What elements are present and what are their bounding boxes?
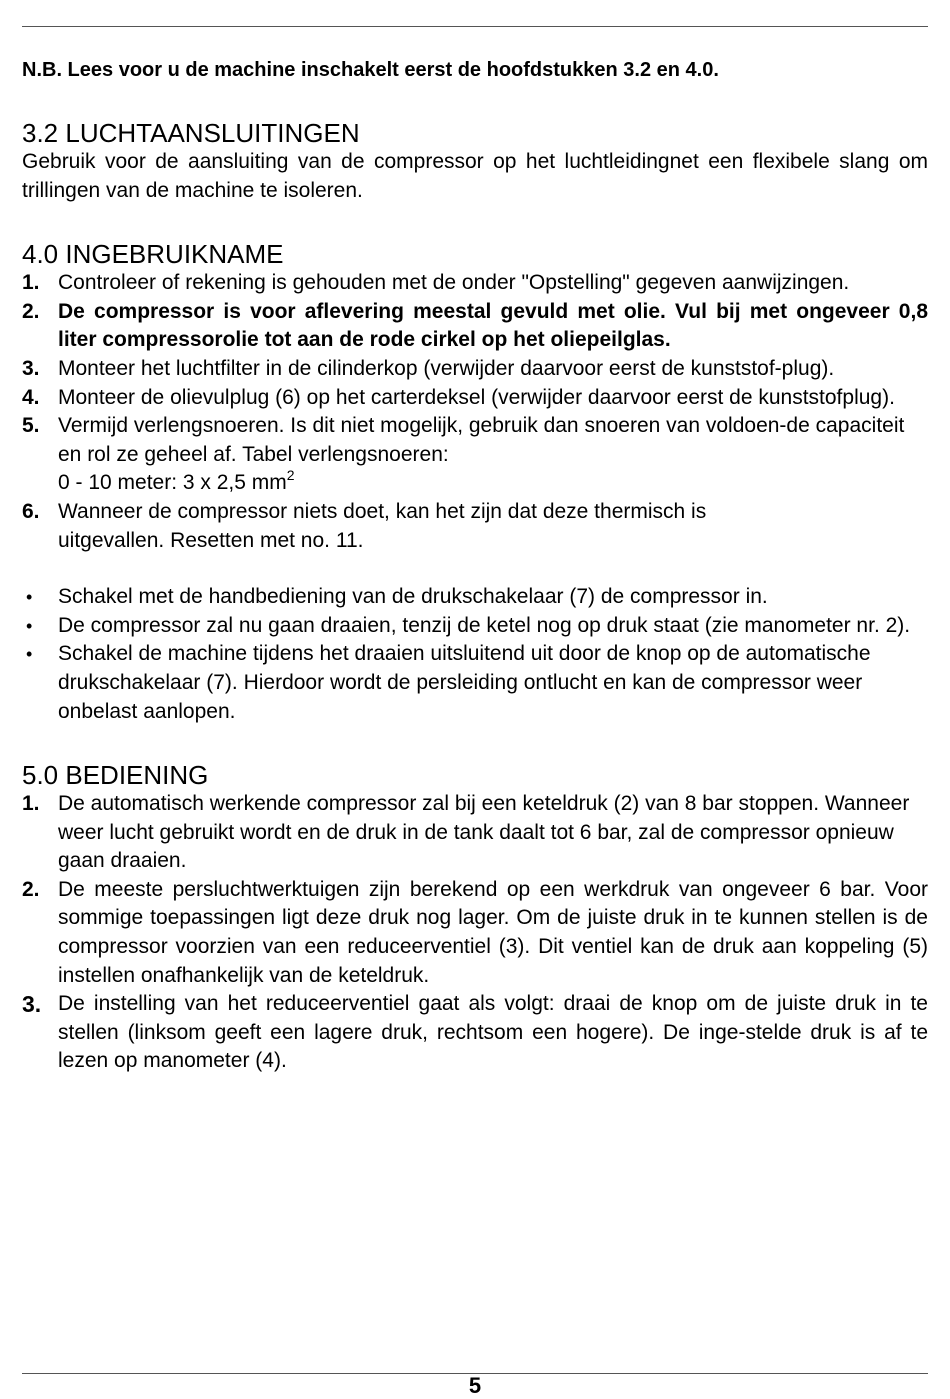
section-4-0 [22, 239, 928, 726]
item-text: De compressor zal nu gaan draaien, tenzij de ketel nog op druk staat (zie manometer nr. 2). [58, 613, 911, 637]
item-number: 1. [22, 792, 40, 816]
item-number: 6. [22, 499, 40, 523]
note: N.B. Lees voor u de machine inschakelt eerst de hoofdstukken 3.2 en 4.0. [22, 59, 719, 81]
item-number: 3. [22, 356, 40, 380]
list-item [22, 876, 928, 990]
spacer [22, 555, 928, 583]
top-rule [22, 26, 928, 27]
cable-spec: 0 - 10 meter: 3 x 2,5 mm [58, 471, 287, 495]
item-text: Monteer de olievulplug (6) op het carterdeksel (verwijder daarvoor eerst de kunststofplug). [58, 385, 895, 409]
item-text: Controleer of rekening is gehouden met de onder "Opstelling" gegeven aanwijzingen. [58, 271, 850, 295]
bullet-item [22, 640, 928, 726]
list-item [22, 498, 928, 555]
list-item [22, 298, 928, 355]
list-item [22, 990, 928, 1076]
section-3-2 [22, 118, 928, 205]
section-title: 4.0 INGEBRUIKNAME [22, 239, 284, 270]
item-text: De instelling van het reduceerventiel gaat als volgt: draai de knop om de juiste druk in te stellen (linksom geeft een lagere druk, rechtsom een hogere). De inge-stelde druk is af te lezen op manometer (4). [58, 992, 928, 1073]
page-content [22, 56, 928, 1076]
section-title: 5.0 BEDIENING [22, 760, 209, 791]
item-number: 5. [22, 414, 40, 438]
item-number: 1. [22, 271, 40, 295]
item-text: Wanneer de compressor niets doet, kan het zijn dat deze thermisch is uitgevallen. Resetten met no. 11. [58, 499, 707, 552]
bullet-icon: • [26, 615, 33, 636]
item-text: Schakel met de handbediening van de drukschakelaar (7) de compressor in. [58, 585, 768, 609]
list-item [22, 384, 928, 413]
list-item [22, 412, 928, 498]
section-5-0 [22, 760, 928, 1076]
item-text: De meeste persluchtwerktuigen zijn berekend op een werkdruk van ongeveer 6 bar. Voor sommige toepassingen ligt deze druk nog lager. Om de juiste druk in te kunnen stellen is de compressor voorzien van een reduceerventiel (3). Dit ventiel kan de druk aan koppeling (5) instellen onafhankelijk van de keteldruk. [58, 877, 928, 987]
list-item [22, 790, 928, 876]
bullet-icon: • [26, 587, 33, 608]
list-item [22, 355, 928, 384]
item-text: Schakel de machine tijdens het draaien uitsluitend uit door de knop op de automatische drukschakelaar (7). Hierdoor wordt de persleiding ontlucht en kan de compressor weer onbelast aanlopen. [58, 642, 871, 723]
item-number: 2. [22, 299, 40, 323]
list-item [22, 269, 928, 298]
item-text: Monteer het luchtfilter in de cilinderkop (verwijder daarvoor eerst de kunststof-plug). [58, 356, 835, 380]
section-body: Gebruik voor de aansluiting van de compressor op het luchtleidingnet een flexibele slang om trillingen van de machine te isoleren. [22, 150, 928, 202]
section-title: 3.2 LUCHTAANSLUITINGEN [22, 118, 360, 148]
bullet-item [22, 583, 928, 612]
bullet-icon: • [26, 644, 33, 665]
item-number: 2. [22, 877, 40, 901]
superscript: 2 [286, 467, 295, 484]
cable-table-row [58, 469, 928, 498]
item-text: De automatisch werkende compressor zal bij een keteldruk (2) van 8 bar stoppen. Wanneer weer lucht gebruikt wordt en de druk in de tank daalt tot 6 bar, zal de compressor opnieuw gaan draaien. [58, 792, 910, 873]
item-number: 4. [22, 385, 40, 409]
bullet-item [22, 612, 928, 641]
item-text: De compressor is voor aflevering meestal gevuld met olie. Vul bij met ongeveer 0,8 liter compressorolie tot aan de rode cirkel op het oliepeilglas. [58, 299, 928, 352]
page-number: 5 [468, 1373, 482, 1398]
item-number: 3. [22, 991, 42, 1018]
item-text: Vermijd verlengsnoeren. Is dit niet mogelijk, gebruik dan snoeren van voldoen-de capaciteit en rol ze geheel af. Tabel verlengsnoeren: [58, 414, 905, 466]
